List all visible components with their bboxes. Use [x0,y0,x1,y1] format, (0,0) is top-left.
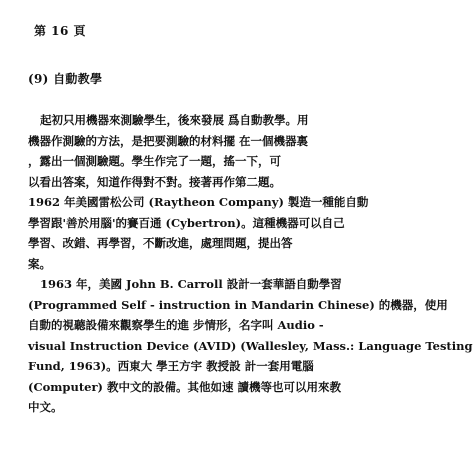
body-text [28,110,473,418]
paragraph-line: 機器作測驗的方法，是把要測驗的材料擺 在一個機器裏 [28,133,309,148]
paragraph-line: ，露出一個測驗題。學生作完了一題，搖一下，可 [28,154,281,168]
paragraph-line: 中文。 [28,400,63,414]
paragraph-line: Fund, 1963)。西東大 學王方宇 教授設 計一套用電腦 [28,359,314,373]
paragraph-line: visual Instruction Device (AVID) (Wallesley, Mass.: Language Testing [28,338,473,353]
paragraph-line: 自動的視聽設備來觀察學生的進 步情形，名字叫 Audio - [28,318,324,332]
page-header: 第 16 頁 [34,24,87,38]
paragraph-line: 案。 [28,256,51,271]
paragraph-line: 學習跟'善於用腦'的賽百通 (Cybertron)。這種機器可以自己 [28,215,345,230]
paragraph-line: 1963 年，美國 John B. Carroll 設計一套華語自動學習 [40,277,342,291]
paragraph-line: (Computer) 教中文的設備。其他如速 讀機等也可以用來教 [28,379,341,394]
paragraph-line: 1962 年美國雷松公司 (Raytheon Company) 製造一種能自動 [28,195,369,209]
paragraph-line: 起初只用機器來測驗學生，後來發展 爲自動教學。用 [40,113,309,127]
section-title: (9) 自動教學 [28,72,103,86]
paragraph-line: (Programmed Self - instruction in Mandarin Chinese) 的機器，使用 [28,297,448,312]
paragraph-line: 學習、改錯、再學習，不斷改進，處理問題，提出答 [28,236,293,250]
paragraph-line: 以看出答案，知道作得對不對。接著再作第二題。 [28,174,281,189]
